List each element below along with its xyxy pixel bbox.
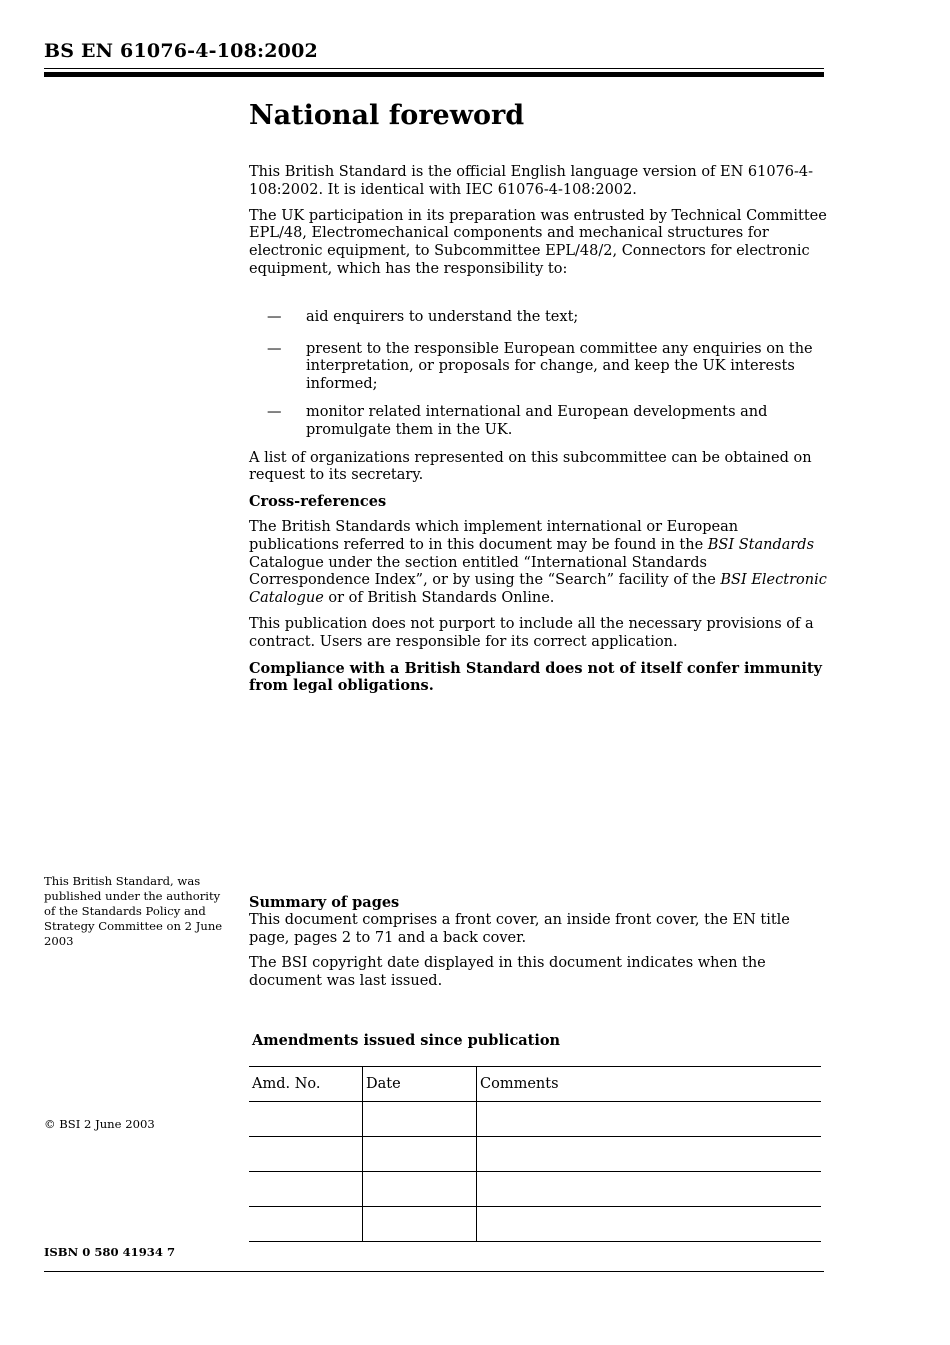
table-row (249, 1172, 821, 1207)
header-rule-thick (44, 72, 824, 77)
amendments-table (249, 1066, 821, 1242)
table-row (249, 1102, 821, 1137)
table-row (249, 1137, 821, 1172)
catalogue-title: BSI Standards (707, 536, 815, 553)
dash-marker: — (267, 340, 282, 357)
column-header-comments: Comments (477, 1067, 822, 1102)
dash-marker: — (267, 308, 282, 325)
isbn: ISBN 0 580 41934 7 (44, 1245, 176, 1259)
table-row (249, 1207, 821, 1242)
header-rule-thin (44, 68, 824, 69)
foreword-body (249, 164, 829, 703)
intro-paragraph-1: This British Standard is the official English language version of EN 61076-4-108:2002. It is identical with IEC 61076-4-108:2002. (249, 164, 814, 198)
column-header-amd-no: Amd. No. (249, 1067, 363, 1102)
organizations-paragraph: A list of organizations represented on this subcommittee can be obtained on request to its secretary. (249, 449, 812, 484)
list-item: — aid enquirers to understand the text; (267, 308, 579, 325)
document-id: BS EN 61076-4-108:2002 (44, 40, 318, 62)
cross-references-heading: Cross-references (249, 493, 387, 511)
list-item: — present to the responsible European committee any enquiries on the interpretation, or proposals for change, and keep the UK interests informed; (267, 340, 813, 393)
page-title: National foreword (249, 100, 525, 131)
summary-heading: Summary of pages (249, 894, 400, 911)
intro-paragraph-2: The UK participation in its preparation was entrusted by Technical Committee EPL/48, Electromechanical components and mechanical structures for electronic equipment, to Subcommittee EPL/48/2, Connectors for electronic equipment, which has the responsibility to: (249, 207, 827, 277)
list-item: — monitor related international and European developments and promulgate them in the UK. (267, 403, 768, 438)
responsibility-list (249, 309, 829, 440)
footer-rule (44, 1271, 824, 1272)
column-header-date: Date (363, 1067, 477, 1102)
summary-paragraph-2: The BSI copyright date displayed in this document indicates when the document was last issued. (249, 955, 766, 990)
provisions-paragraph: This publication does not purport to include all the necessary provisions of a contract. Users are responsible for its correct application. (249, 615, 814, 650)
amendments-title: Amendments issued since publication (252, 1032, 561, 1049)
dash-marker: — (267, 403, 282, 420)
copyright-notice: © BSI 2 June 2003 (44, 1117, 155, 1131)
summary-paragraph-1: This document comprises a front cover, an inside front cover, the EN title page, pages 2 to 71 and a back cover. (249, 911, 790, 946)
summary-of-pages (249, 894, 829, 999)
publication-note: This British Standard, was published under the authority of the Standards Policy and Strategy Committee on 2 June 2003 (44, 874, 223, 948)
compliance-statement: Compliance with a British Standard does not of itself confer immunity from legal obligations. (249, 659, 822, 695)
electronic-catalogue-title: BSI Electronic Catalogue (249, 572, 827, 607)
table-header-row (249, 1067, 821, 1102)
cross-references-paragraph: The British Standards which implement international or European publications referred to in this document may be found in the BSI Standards Catalogue under the section entitled “International Standards Correspondence Index”, or by using the “Search” facility of the BSI Electronic Catalogue or of British Standards Online. (249, 518, 827, 607)
